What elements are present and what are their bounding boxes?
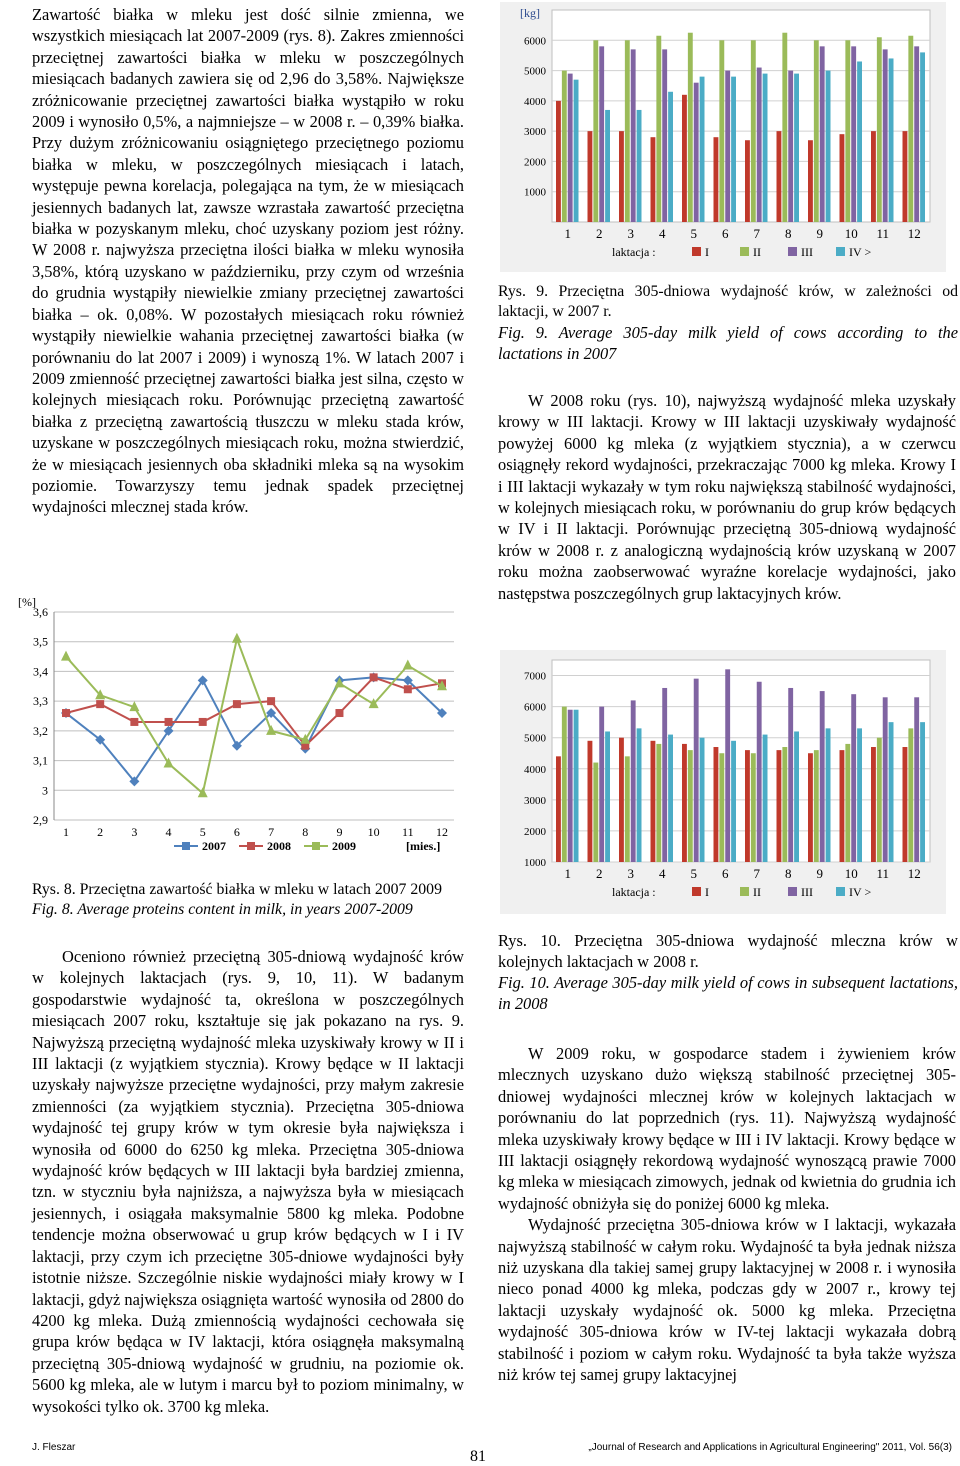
fig10-legend-title: laktacja : xyxy=(612,885,656,899)
fig9-xtick: 2 xyxy=(596,226,603,241)
fig10-bar-II xyxy=(845,744,850,862)
fig8-xtick: 12 xyxy=(436,825,448,839)
fig9-bar-III xyxy=(725,71,730,222)
fig10-bar-III xyxy=(788,688,793,862)
fig10-bar-I xyxy=(745,750,750,862)
fig9-bar-II xyxy=(719,40,724,222)
fig10-bar-IV xyxy=(826,728,831,862)
fig10-bar-III xyxy=(631,700,636,862)
fig10-bar-II xyxy=(625,756,630,862)
fig10-bar-IV xyxy=(857,728,862,862)
fig9-bar-II xyxy=(814,40,819,222)
fig9-bar-II xyxy=(688,33,693,222)
fig8-xtick: 2 xyxy=(97,825,104,839)
fig9-bar-II xyxy=(877,37,882,222)
fig10-ytick: 3000 xyxy=(524,794,546,807)
fig10-bar-III xyxy=(883,697,888,862)
fig10-bar-IV xyxy=(668,735,673,862)
fig8-point-2008 xyxy=(62,709,70,717)
footer-author: J. Fleszar xyxy=(32,1442,76,1453)
fig10-bar-IV xyxy=(763,735,768,862)
fig9-bar-I xyxy=(588,131,593,222)
fig9-bar-II xyxy=(656,36,661,222)
footer-journal: „Journal of Research and Applications in Agricultural Engineering" 2011, Vol. 56(3) xyxy=(588,1442,952,1453)
fig10-legend-label: I xyxy=(705,885,709,899)
fig10-bar-II xyxy=(782,747,787,862)
fig9-bar-III xyxy=(694,83,699,222)
fig9-bar-IV xyxy=(605,110,610,222)
fig9-legend-title: laktacja : xyxy=(612,245,656,259)
fig8-ytick: 3,1 xyxy=(33,753,48,768)
fig10-bar-III xyxy=(694,679,699,862)
fig8-point-2008 xyxy=(404,685,412,693)
fig9-xtick: 11 xyxy=(876,226,890,241)
fig10-bar-IV xyxy=(637,728,642,862)
fig9-bar-I xyxy=(808,140,813,222)
fig10-bar-II xyxy=(656,744,661,862)
fig10-xtick: 11 xyxy=(876,866,890,881)
fig10-bar-III xyxy=(914,697,919,862)
fig8-point-2008 xyxy=(96,700,104,708)
fig8-point-2009 xyxy=(61,651,71,661)
fig10-bar-I xyxy=(777,750,782,862)
fig9-bar-IV xyxy=(574,80,579,222)
fig9-bar-I xyxy=(714,137,719,222)
right-column-text-2 xyxy=(498,1043,956,1386)
fig9-bar-I xyxy=(745,140,750,222)
fig8-point-2009 xyxy=(334,677,344,687)
fig9-bar-I xyxy=(619,131,624,222)
fig10-xtick: 6 xyxy=(722,866,729,881)
fig8-xtick: 6 xyxy=(233,825,240,839)
fig8-ytick: 3,5 xyxy=(33,634,48,649)
fig8-line-chart xyxy=(14,592,474,864)
fig10-bar-II xyxy=(688,750,693,862)
fig8-point-2009 xyxy=(266,725,276,735)
fig9-bar-IV xyxy=(920,52,925,222)
fig8-caption xyxy=(32,880,472,920)
fig10-bar-III xyxy=(662,688,667,862)
fig9-legend-label: I xyxy=(705,245,709,259)
fig8-ytick: 3,3 xyxy=(33,694,48,709)
fig9-xtick: 5 xyxy=(690,226,697,241)
fig9-bar-II xyxy=(782,33,787,222)
fig10-bar-II xyxy=(719,753,724,862)
fig8-xtick: 9 xyxy=(336,825,343,839)
fig9-bar-II xyxy=(562,71,567,222)
fig9-bar-IV xyxy=(889,58,894,222)
fig10-bar-III xyxy=(725,669,730,862)
fig10-legend-swatch xyxy=(740,887,749,896)
fig9-bar-III xyxy=(851,46,856,222)
fig8-ytick: 3,2 xyxy=(33,723,48,738)
fig10-ytick: 5000 xyxy=(524,732,546,745)
fig8-xtick: 11 xyxy=(402,825,414,839)
fig9-bar-I xyxy=(556,101,561,222)
fig8-ytick: 2,9 xyxy=(33,813,48,827)
fig10-bar-IV xyxy=(920,722,925,862)
fig10-bar-III xyxy=(820,691,825,862)
fig9-bar-III xyxy=(662,49,667,222)
fig10-bar-IV xyxy=(605,731,610,862)
fig10-ytick: 1000 xyxy=(524,857,546,869)
paragraph-yield-2008: W 2008 roku (rys. 10), najwyższą wydajność mleka uzyskały krowy w III laktacji. Krowy w III laktacji uzyskiwały wydajność powyżej 6000 kg mleka (z wyjątkiem stycznia), a w czerwcu osiągnęły rekord wydajności, przekraczając 7000 kg mleka. Krowy I i III laktacji wykazały w tym roku największą stabilność wydajności, w kolejnych miesiącach roku, w porównaniu do grup krów będących w IV i II laktacji. Porównując przeciętną 305-dniową wydajność krów w 2008 r. z analogiczną wydajnością krów uzyskaną w 2007 roku można zaobserwować wyraźne korelacje wydajności, jako następstwa poszczególnych grup laktacyjnych krów. xyxy=(498,391,956,603)
fig10-legend-swatch xyxy=(788,887,797,896)
fig9-xtick: 7 xyxy=(753,226,760,241)
fig9-ytick: 6000 xyxy=(524,35,546,48)
fig9-xtick: 4 xyxy=(659,226,666,241)
paragraph-yield-2009: W 2009 roku, w gospodarce stadem i żywieniem krów mlecznych uzyskano dużo większą stabilność przeciętnej 305-dniowej wydajności mlecznej krów w kolejnych laktacjach w porównaniu do lat poprzednich (rys. 11). Najwyższą wydajność mleka uzyskiwały krowy będące w III i IV laktacji. Krowy będące w III laktacji osiągnęły rekordową wydajność wynoszącą prawie 7000 kg mleka w miesiącach zimowych, jednak od kwietnia do grudnia ich wydajność obniżyła się do poniżej 6000 kg mleka. xyxy=(498,1044,956,1213)
fig8-legend-label-2007: 2007 xyxy=(202,839,226,853)
fig10-xtick: 4 xyxy=(659,866,666,881)
fig9-bar-III xyxy=(757,68,762,222)
fig10-ytick: 6000 xyxy=(524,701,546,714)
fig9-legend-swatch xyxy=(836,247,845,256)
fig10-bar-IV xyxy=(889,722,894,862)
fig9-bar-II xyxy=(625,40,630,222)
fig9-bar-II xyxy=(908,36,913,222)
fig9-legend-label: III xyxy=(801,245,813,259)
fig10-caption-en: Fig. 10. Average 305-day milk yield of cows in subsequent lactations, in 2008 xyxy=(498,973,958,1013)
fig9-xtick: 1 xyxy=(564,226,571,241)
fig9-bar-IV xyxy=(794,74,799,222)
fig8-xtick: 8 xyxy=(302,825,309,839)
fig10-xtick: 7 xyxy=(753,866,760,881)
fig9-bar-III xyxy=(883,49,888,222)
fig9-bar-IV xyxy=(731,77,736,222)
fig8-point-2008 xyxy=(130,718,138,726)
fig9-ytick: 5000 xyxy=(524,65,546,78)
fig10-bar-IV xyxy=(700,738,705,862)
page-number: 81 xyxy=(470,1448,486,1465)
fig10-caption-pl: Rys. 10. Przeciętna 305-dniowa wydajność mleczna krów w kolejnych laktacjach w 2008 r. xyxy=(498,931,958,971)
fig10-bar-I xyxy=(651,741,656,862)
fig8-legend-label-2008: 2008 xyxy=(267,839,291,853)
fig9-xtick: 9 xyxy=(816,226,823,241)
fig10-bar-III xyxy=(599,707,604,862)
fig8-legend-marker-2008 xyxy=(247,842,255,850)
fig10-xtick: 2 xyxy=(596,866,603,881)
fig8-xtick: 7 xyxy=(268,825,275,839)
fig10-ytick: 7000 xyxy=(524,670,546,683)
fig9-legend-swatch xyxy=(692,247,701,256)
fig9-caption xyxy=(498,282,958,364)
fig9-caption-en: Fig. 9. Average 305-day milk yield of cows according to the lactations in 2007 xyxy=(498,323,958,363)
fig10-bar-IV xyxy=(731,741,736,862)
fig8-point-2008 xyxy=(335,709,343,717)
fig9-legend-swatch xyxy=(740,247,749,256)
fig9-bar-III xyxy=(788,71,793,222)
fig9-bar-I xyxy=(682,95,687,222)
fig10-ytick: 2000 xyxy=(524,825,546,838)
fig10-bar-I xyxy=(556,756,561,862)
fig9-bar-II xyxy=(845,40,850,222)
fig10-bar-I xyxy=(588,741,593,862)
fig8-caption-en: Fig. 8. Average proteins content in milk, in years 2007-2009 xyxy=(32,901,413,918)
fig9-xtick: 3 xyxy=(627,226,634,241)
fig10-xtick: 12 xyxy=(907,866,921,881)
fig8-xtick: 4 xyxy=(165,825,172,839)
fig10-bar-I xyxy=(714,747,719,862)
fig10-xtick: 9 xyxy=(816,866,823,881)
fig10-bar-I xyxy=(903,747,908,862)
fig9-xtick: 6 xyxy=(722,226,729,241)
fig8-legend-marker-2009 xyxy=(312,842,320,850)
fig9-bar-IV xyxy=(668,92,673,222)
fig9-ytick: 4000 xyxy=(524,95,546,108)
fig8-point-2008 xyxy=(370,673,378,681)
fig9-bar-III xyxy=(914,46,919,222)
fig9-bar-I xyxy=(777,131,782,222)
fig8-point-2009 xyxy=(232,633,242,643)
fig10-bar-I xyxy=(840,750,845,862)
fig8-point-2008 xyxy=(267,697,275,705)
fig10-xtick: 3 xyxy=(627,866,634,881)
fig9-bar-IV xyxy=(637,110,642,222)
fig8-ylabel: [%] xyxy=(18,595,36,609)
fig8-chart xyxy=(14,592,474,864)
fig10-caption xyxy=(498,930,958,1014)
fig10-bar-III xyxy=(757,682,762,862)
left-column-bottom-text xyxy=(32,946,464,1417)
fig10-legend-label: IV > xyxy=(849,885,872,899)
fig8-point-2008 xyxy=(165,718,173,726)
fig8-caption-pl: Rys. 8. Przeciętna zawartość białka w mleku w latach 2007 2009 xyxy=(32,881,442,898)
fig9-bar-chart xyxy=(500,2,946,272)
fig8-legend-marker-2007 xyxy=(182,842,190,850)
fig10-legend-label: III xyxy=(801,885,813,899)
paragraph-protein-content: Zawartość białka w mleku jest dość silnie zmienna, we wszystkich miesiącach lat 2007-2009 (rys. 8). Zakres zmienności przeciętnej zawartości białka w mleku w poszczególnych miesiącach badanych zawiera się od 2,96 do 3,58%. Największe zróżnicowanie przeciętnej zawartości białka wystąpiło w roku 2009 i wynosiło 0,5%, a najmniejsze – w 2008 r. – 0,39% białka. Przy dużym zróżnicowaniu osiągniętego przeciętnego poziomu białka w mleku, w poszczególnych miesiącach i latach, występuje pewna korelacja, polegająca na tym, że w miesiącach jesiennych badanych lat, zawsze wzrastała zawartość przeciętna białka w pozyskanym mleku, choć uzyskany poziom jest różny. W 2008 r. najwyższa przeciętna ilości białka w mleku wynosiła 3,58%, którą uzyskano w październiku, przy czym od września do grudnia wystąpiły niewielkie zmiany przeciętnej zawartości białka – ok. 0,08%. W pozostałych miesiącach roku również wystąpiły niewielkie wahania przeciętnej zawartości białka (w porównaniu do lat 2007 i 2009) i wynoszą 1%. W latach 2007 i 2009 zmienność przeciętnej zawartości białka jest silna, często w kolejnych miesiącach roku. Porównując przeciętną zawartość białka z przeciętną zawartością tłuszczu w mleku stada krów, uzyskane w poszczególnych miesiącach roku, można stwierdzić, że w miesiącach jesiennych oba składniki mleka są na wysokim poziomie. Towarzyszy temu jednak spadek przeciętnej wydajności mlecznej stada krów. xyxy=(32,5,464,517)
fig10-bar-I xyxy=(682,744,687,862)
fig9-xtick: 10 xyxy=(844,226,858,241)
fig9-bar-I xyxy=(840,134,845,222)
fig10-bar-II xyxy=(908,728,913,862)
fig9-bar-II xyxy=(751,40,756,222)
fig8-xtick: 3 xyxy=(131,825,138,839)
fig9-ylabel: [kg] xyxy=(520,6,540,20)
fig8-ytick: 3 xyxy=(42,783,48,798)
left-column-top-text xyxy=(32,4,464,518)
fig8-xtick: 10 xyxy=(367,825,380,839)
fig9-bar-III xyxy=(631,49,636,222)
fig8-xtick: 1 xyxy=(63,825,69,839)
fig10-xtick: 10 xyxy=(844,866,858,881)
fig10-bar-III xyxy=(851,694,856,862)
fig9-caption-pl: Rys. 9. Przeciętna 305-dniowa wydajność krów, w zależności od laktacji, w 2007 r. xyxy=(498,283,958,320)
right-column-text-1 xyxy=(498,390,956,604)
fig9-bar-I xyxy=(871,131,876,222)
fig9-ytick: 3000 xyxy=(524,126,546,139)
fig10-bar-II xyxy=(751,753,756,862)
fig10-bar-IV xyxy=(574,710,579,862)
paragraph-yield-2007: Oceniono również przeciętną 305-dniową wydajność krów w kolejnych laktacjach (rys. 9, 10, 11). W badanym gospodarstwie wydajność ta, określona w poszczególnych miesiącach 2007 roku, kształtuje się jak pokazano na rys. 9. Najwyższą przeciętną wydajność mleka uzyskiwały krowy w II i III laktacji (z wyjątkiem stycznia). Krowy będące w II laktacji uzyskały najwyższe przeciętne wydajności, przy małym zakresie zmienności (za wyjątkiem stycznia). Przeciętna 305-dniowa wydajność tej grupy krów w tym okresie była największa i wynosiła od 6000 do 6250 kg mleka. Przeciętna 305-dniowa wydajność krów będących w III laktacji była bardziej zmienna, tzn. w styczniu była najniższa, a najwyższa była w miesiącach jesiennych, i osiągała maksymalnie 5800 kg mleka. Podobne tendencje można obserwować u grup krów będących w I i IV laktacji, przy czym ich przeciętne 305-dniowe wydajności były istotnie niższe. Szczególnie niskie wydajności miały krowy w I laktacji, gdyż największa osiągnięta wartość wynosiła od 2800 do 4200 kg mleka. Dużą zmiennością wydajności cechowała się grupa krów będąca w IV laktacji, która osiągnęła maksymalną przeciętną 305-dniową wydajność w grudniu, na poziomie ok. 5600 kg mleka, ale w lutym i marcu był to poziom minimalny, w wysokości tylko ok. 3700 kg mleka. xyxy=(32,947,464,1416)
fig9-chart xyxy=(500,2,946,272)
fig8-series-line-2007 xyxy=(66,677,442,781)
fig10-chart xyxy=(500,650,946,914)
fig10-xtick: 5 xyxy=(690,866,697,881)
fig10-bar-II xyxy=(814,750,819,862)
fig10-bar-I xyxy=(619,738,624,862)
fig9-bar-I xyxy=(651,137,656,222)
fig9-bar-IV xyxy=(857,61,862,222)
fig8-xlabel: [mies.] xyxy=(406,839,441,853)
fig9-legend-label: IV > xyxy=(849,245,872,259)
fig8-legend-label-2009: 2009 xyxy=(332,839,356,853)
fig10-xtick: 1 xyxy=(564,866,571,881)
fig9-bar-IV xyxy=(826,71,831,222)
fig9-bar-II xyxy=(593,40,598,222)
fig10-legend-label: II xyxy=(753,885,761,899)
fig10-bar-II xyxy=(562,707,567,862)
fig9-bar-IV xyxy=(763,74,768,222)
fig9-bar-IV xyxy=(700,77,705,222)
fig10-bar-I xyxy=(808,753,813,862)
fig10-legend-swatch xyxy=(692,887,701,896)
fig10-legend-swatch xyxy=(836,887,845,896)
fig8-ytick: 3,4 xyxy=(33,664,48,679)
fig9-xtick: 8 xyxy=(785,226,792,241)
fig9-bar-III xyxy=(820,46,825,222)
fig9-legend-label: II xyxy=(753,245,761,259)
fig10-bar-IV xyxy=(794,731,799,862)
fig8-point-2009 xyxy=(198,787,208,797)
fig8-point-2009 xyxy=(403,659,413,669)
fig10-bar-II xyxy=(877,738,882,862)
fig9-xtick: 12 xyxy=(907,226,921,241)
fig9-bar-III xyxy=(599,46,604,222)
fig10-bar-I xyxy=(871,747,876,862)
fig8-point-2008 xyxy=(199,718,207,726)
fig9-legend-swatch xyxy=(788,247,797,256)
fig10-bar-III xyxy=(568,710,573,862)
fig9-ytick: 1000 xyxy=(524,186,546,199)
paragraph-first-lactation: Wydajność przeciętna 305-dniowa krów w I laktacji, wykazała najwyższą stabilność w całym roku. Wydajność ta była jednak niższa niż uzyskana dla takiej samej grupy laktacyjnej w 2008 r. i wynosiła nieco ponad 4000 kg mleka, podczas gdy w 2007 r., krowy tej laktacji uzyskały wydajność ok. 5000 kg mleka. Przeciętna wydajność 305-dniowa krów w IV-tej laktacji wykazała dobrą stabilność i poziom w całym roku. Wydajność ta była także wyższa niż krów tej samej grupy laktacyjnej xyxy=(498,1215,956,1385)
fig10-bar-chart xyxy=(500,650,946,914)
fig9-bar-I xyxy=(903,131,908,222)
fig8-point-2008 xyxy=(233,700,241,708)
fig8-ytick: 3,6 xyxy=(33,605,48,619)
fig10-bar-II xyxy=(593,763,598,862)
fig8-xtick: 5 xyxy=(199,825,206,839)
fig10-ytick: 4000 xyxy=(524,763,546,776)
fig10-xtick: 8 xyxy=(785,866,792,881)
fig9-ytick: 2000 xyxy=(524,156,546,169)
fig9-bar-III xyxy=(568,74,573,222)
